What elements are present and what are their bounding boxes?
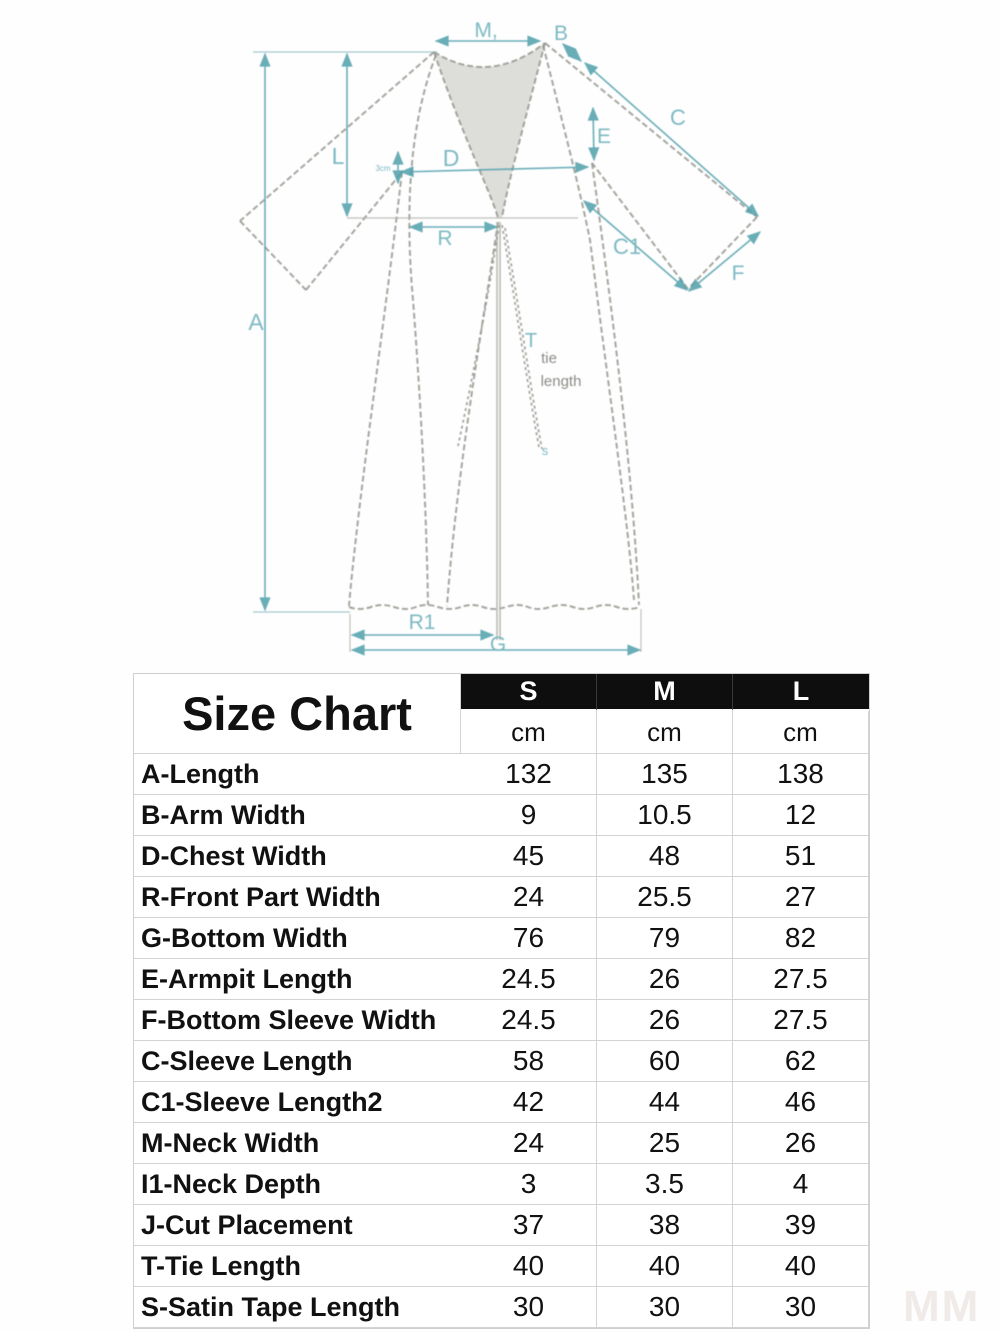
row-label-cell: C1-Sleeve Length2 [134, 1082, 461, 1123]
value-cell: 79 [597, 918, 733, 959]
value-cell: 4 [733, 1164, 869, 1205]
watermark: MM [903, 1282, 981, 1331]
row-label-cell: D-Chest Width [134, 836, 461, 877]
value-cell: 51 [733, 836, 869, 877]
value-cell: 62 [733, 1041, 869, 1082]
value-cell: 10.5 [597, 795, 733, 836]
row-label-cell: I1-Neck Depth [134, 1164, 461, 1205]
value-cell: 60 [597, 1041, 733, 1082]
value-cell: 39 [733, 1205, 869, 1246]
dim-label-A: A [248, 309, 264, 335]
value-cell: 24.5 [461, 1000, 597, 1041]
dim-label-C1: C1 [612, 234, 642, 259]
value-cell: 30 [733, 1287, 869, 1328]
value-cell: 24 [461, 877, 597, 918]
row-label-cell: F-Bottom Sleeve Width [134, 1000, 461, 1041]
row-label-cell: M-Neck Width [134, 1123, 461, 1164]
value-cell: 82 [733, 918, 869, 959]
tie-end-mark: s [541, 443, 549, 458]
value-cell: 27.5 [733, 1000, 869, 1041]
neck-opening-shade [434, 43, 545, 218]
dim-label-F: F [731, 262, 745, 285]
dim-F [689, 232, 760, 291]
dim-label-R1: R1 [408, 611, 436, 634]
unit-label-l: cm [733, 711, 869, 754]
value-cell: 37 [461, 1205, 597, 1246]
dim-label-E: E [596, 125, 612, 148]
row-label-cell: J-Cut Placement [134, 1205, 461, 1246]
value-cell: 138 [733, 754, 869, 795]
value-cell: 40 [733, 1246, 869, 1287]
value-cell: 3.5 [597, 1164, 733, 1205]
dim-label-3cm: 3cm [375, 164, 391, 173]
size-table [133, 673, 870, 1329]
value-cell: 3 [461, 1164, 597, 1205]
value-cell: 24.5 [461, 959, 597, 1000]
size-column-header-s: S [461, 674, 597, 711]
row-label-cell: E-Armpit Length [134, 959, 461, 1000]
dim-B [563, 44, 581, 61]
value-cell: 132 [461, 754, 597, 795]
value-cell: 40 [597, 1246, 733, 1287]
tie-caption-line2: length [540, 373, 582, 390]
garment-measurement-diagram [0, 0, 1000, 660]
value-cell: 135 [597, 754, 733, 795]
value-cell: 40 [461, 1246, 597, 1287]
dim-label-C: C [670, 105, 686, 130]
row-label-cell: C-Sleeve Length [134, 1041, 461, 1082]
value-cell: 76 [461, 918, 597, 959]
dim-label-D: D [442, 145, 460, 171]
value-cell: 25 [597, 1123, 733, 1164]
dim-label-L: L [331, 143, 345, 169]
tie-caption-line1: tie [541, 350, 557, 367]
value-cell: 46 [733, 1082, 869, 1123]
value-cell: 25.5 [597, 877, 733, 918]
value-cell: 24 [461, 1123, 597, 1164]
value-cell: 12 [733, 795, 869, 836]
dim-label-B: B [553, 22, 569, 45]
value-cell: 9 [461, 795, 597, 836]
value-cell: 27.5 [733, 959, 869, 1000]
value-cell: 27 [733, 877, 869, 918]
value-cell: 42 [461, 1082, 597, 1123]
value-cell: 26 [597, 959, 733, 1000]
row-label-cell: S-Satin Tape Length [134, 1287, 461, 1328]
hem-line [349, 605, 640, 609]
row-label-cell: B-Arm Width [134, 795, 461, 836]
dim-label-T: T [524, 330, 538, 352]
dim-E [593, 108, 594, 160]
extension-lines [253, 52, 641, 652]
value-cell: 26 [597, 1000, 733, 1041]
row-label-cell: G-Bottom Width [134, 918, 461, 959]
size-column-header-l: L [733, 674, 869, 711]
value-cell: 30 [597, 1287, 733, 1328]
row-label-cell: T-Tie Length [134, 1246, 461, 1287]
dim-label-M: M, [474, 19, 498, 42]
size-chart-title: Size Chart [134, 674, 461, 754]
value-cell: 30 [461, 1287, 597, 1328]
row-label-cell: R-Front Part Width [134, 877, 461, 918]
value-cell: 44 [597, 1082, 733, 1123]
dim-label-R: R [437, 227, 453, 250]
row-label-cell: A-Length [134, 754, 461, 795]
value-cell: 45 [461, 836, 597, 877]
size-column-header-m: M [597, 674, 733, 711]
unit-label-s: cm [461, 711, 597, 754]
dim-label-G: G [489, 633, 507, 656]
value-cell: 38 [597, 1205, 733, 1246]
unit-label-m: cm [597, 711, 733, 754]
value-cell: 48 [597, 836, 733, 877]
value-cell: 26 [733, 1123, 869, 1164]
value-cell: 58 [461, 1041, 597, 1082]
